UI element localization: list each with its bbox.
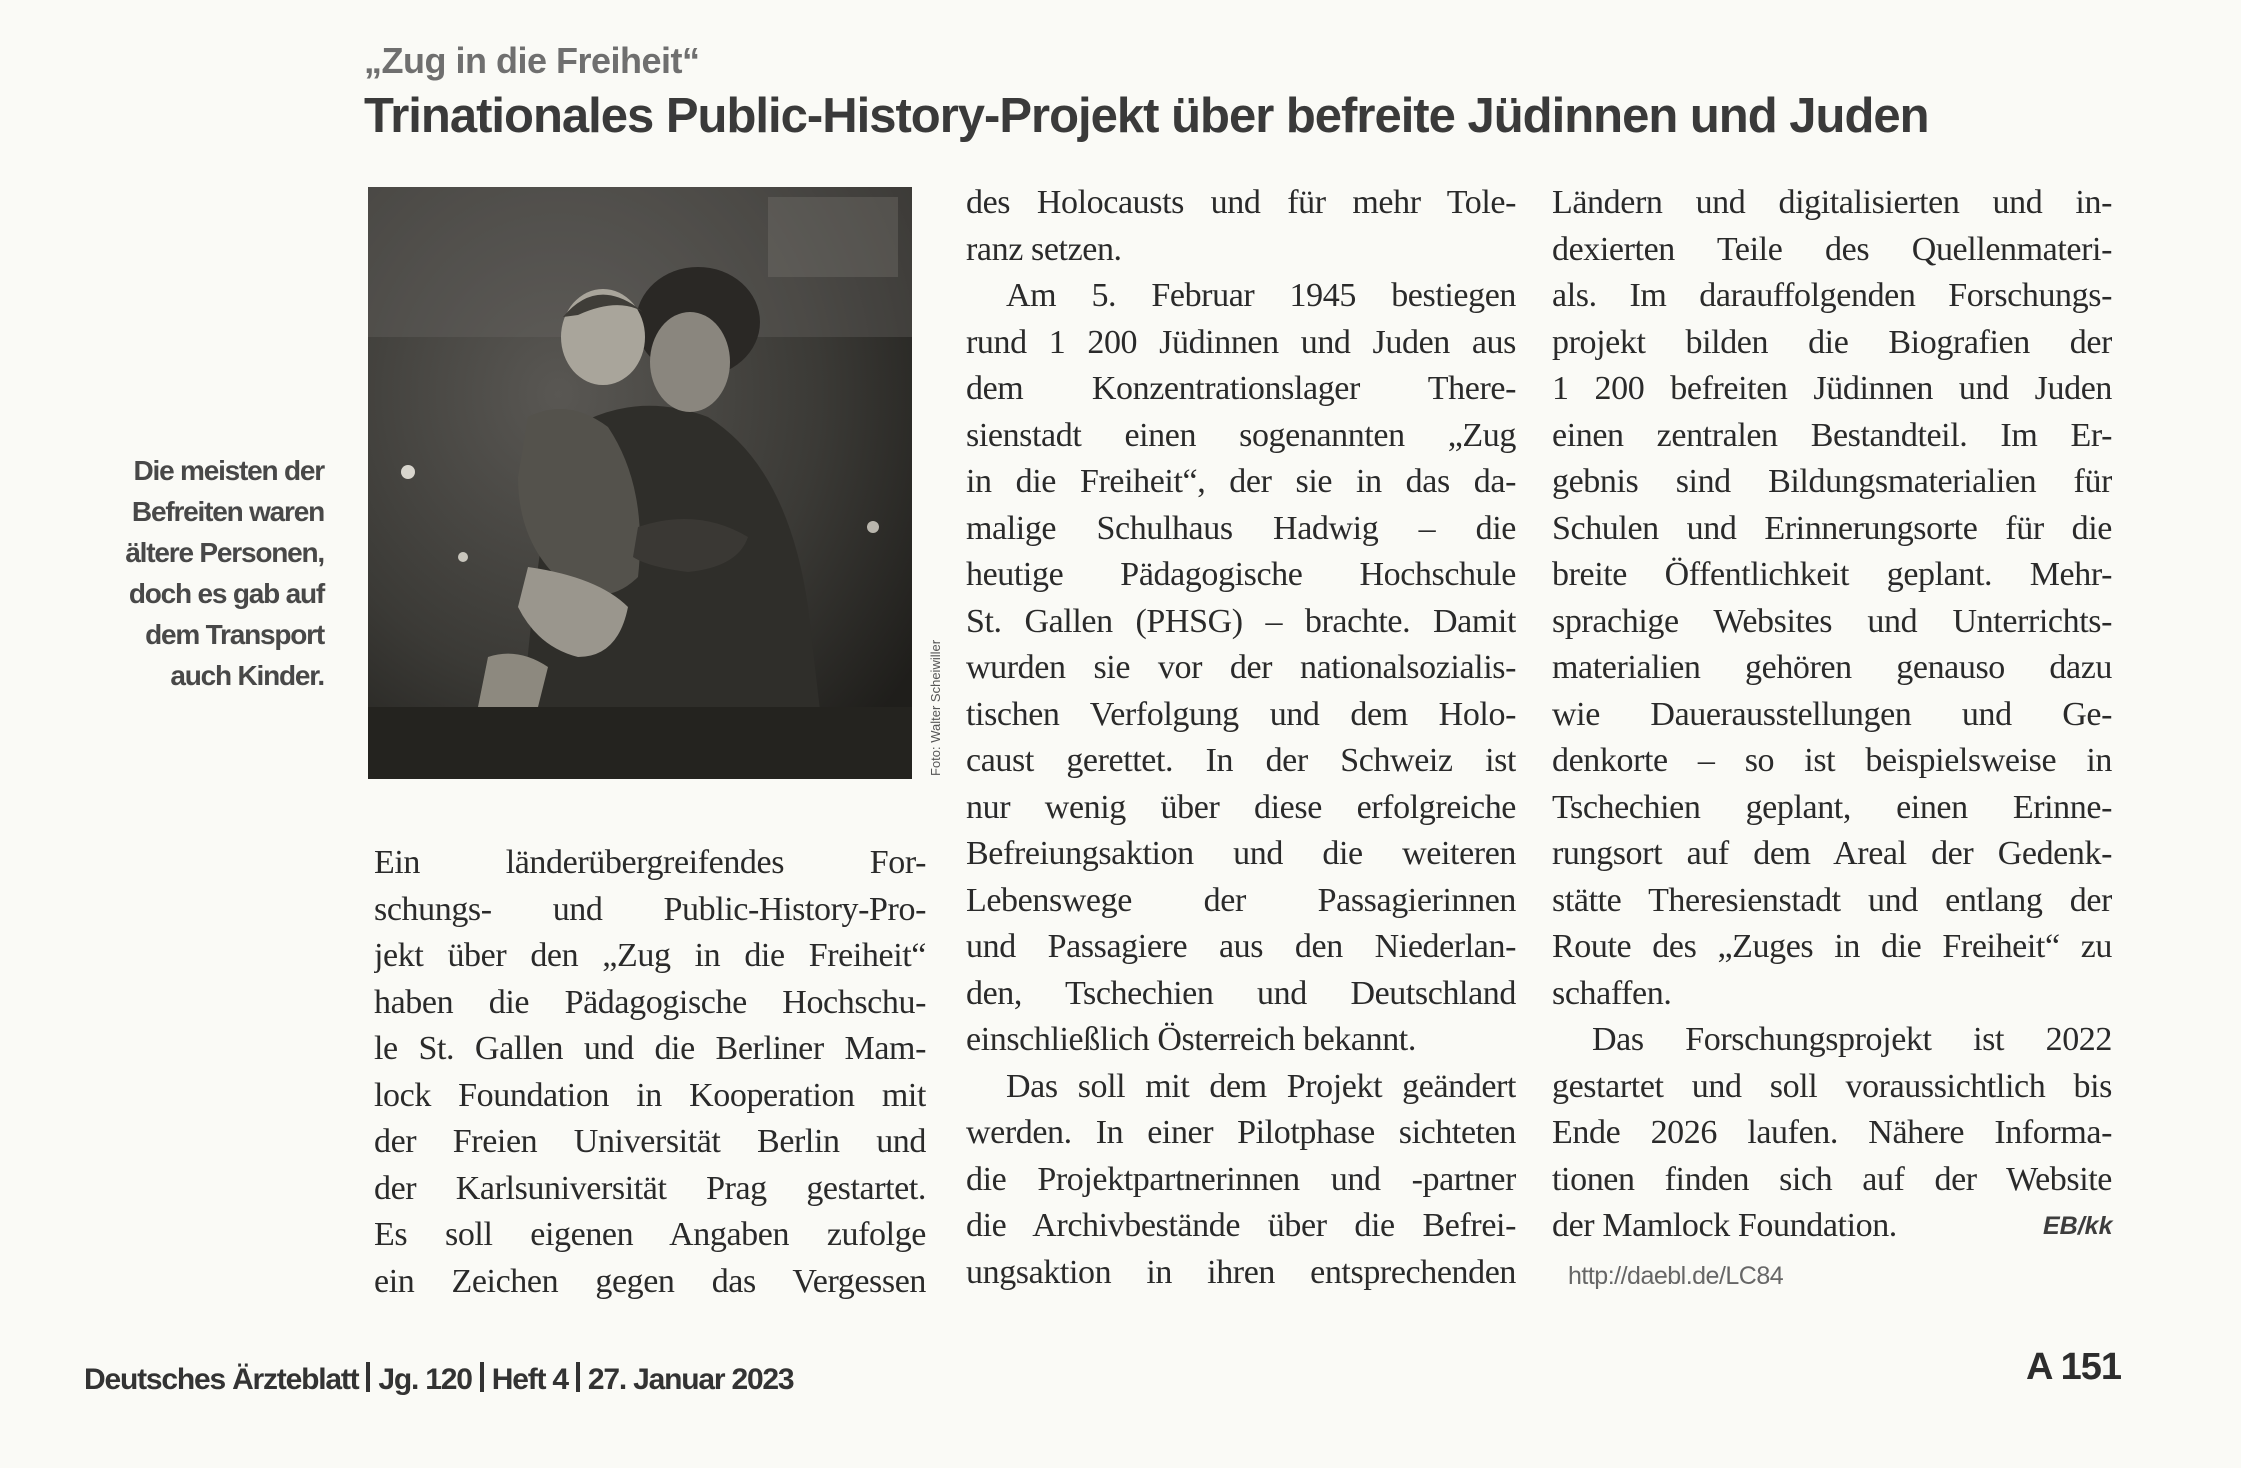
text-line: lock Foundation in Kooperation mit [374, 1076, 926, 1114]
article-photo [368, 187, 912, 779]
text-line: Schulen und Erinnerungsorte für die [1552, 509, 2112, 547]
volume: Jg. 120 [378, 1363, 472, 1396]
text-line: der Freien Universität Berlin und [374, 1123, 926, 1160]
text-line: Am 5. Februar 1945 bestiegen [1006, 277, 1516, 314]
photo-woman-with-child [368, 187, 912, 779]
text-line: sienstadt einen sogenannten „Zug [966, 416, 1516, 454]
author-signature: EB/kk [2043, 1212, 2113, 1240]
text-line: gebnis sind Bildungsmaterialien für [1552, 463, 2112, 500]
text-line: dem Konzentrationslager There- [966, 370, 1516, 407]
caption-line: auch Kinder. [170, 660, 324, 691]
text-line: einen zentralen Bestandteil. Im Er- [1552, 416, 2112, 454]
article-headline: Trinationales Public-History-Projekt über befreite Jüdinnen und Juden [364, 89, 1929, 143]
text-line: ungsaktion in ihren entsprechenden [966, 1253, 1516, 1291]
text-line: wurden sie vor der nationalsozialis- [966, 649, 1516, 686]
text-line: le St. Gallen und die Berliner Mam- [374, 1030, 926, 1067]
text-line: tischen Verfolgung und dem Holo- [966, 695, 1516, 733]
footer-separator [366, 1362, 370, 1392]
text-line: die Archivbestände über die Befrei- [966, 1207, 1516, 1244]
footer-separator [480, 1362, 484, 1392]
text-line: der Mamlock Foundation. [1552, 1207, 1897, 1244]
caption-line: dem Transport [145, 619, 324, 650]
text-line: breite Öffentlichkeit geplant. Mehr- [1552, 556, 2112, 593]
text-line: nur wenig über diese erfolgreiche [966, 788, 1516, 826]
text-line: Es soll eigenen Angaben zufolge [374, 1216, 926, 1253]
caption-line: doch es gab auf [128, 578, 324, 609]
text-line: die Projektpartnerinnen und -partner [966, 1160, 1516, 1198]
text-line: wie Dauerausstellungen und Ge- [1552, 695, 2112, 733]
text-line: sprachige Websites und Unterrichts- [1552, 602, 2112, 640]
text-line: denkorte – so ist beispielsweise in [1552, 742, 2112, 779]
page-footer [84, 1362, 793, 1397]
text-line: haben die Pädagogische Hochschu- [374, 983, 926, 1021]
text-line: Ländern und digitalisierten und in- [1552, 184, 2112, 221]
text-line: rund 1 200 Jüdinnen und Juden aus [966, 323, 1516, 361]
text-line: heutige Pädagogische Hochschule [966, 556, 1516, 593]
article-column-1 [374, 840, 926, 1305]
photo-credit: Foto: Walter Scheiwiller [928, 639, 943, 776]
text-line: werden. In einer Pilotphase sichteten [966, 1114, 1516, 1151]
text-line: in die Freiheit“, der sie in das da- [966, 463, 1516, 500]
photo-caption [60, 450, 324, 696]
text-line: materialien gehören genauso dazu [1552, 649, 2112, 686]
text-line: der Karlsuniversität Prag gestartet. [374, 1169, 926, 1207]
text-line: schungs- und Public-History-Pro- [374, 890, 926, 928]
article-column-3 [1552, 180, 2112, 1250]
text-line: gestartet und soll voraussichtlich bis [1552, 1067, 2112, 1105]
text-line: stätte Theresienstadt und entlang der [1552, 881, 2112, 919]
page-number: A 151 [2026, 1346, 2121, 1388]
text-line: ein Zeichen gegen das Vergessen [374, 1262, 926, 1300]
caption-line: ältere Personen, [125, 537, 324, 568]
text-line: Ein länderübergreifendes For- [374, 844, 926, 881]
text-line: Lebenswege der Passagierinnen [966, 881, 1516, 919]
text-line: malige Schulhaus Hadwig – die [966, 509, 1516, 547]
text-line: St. Gallen (PHSG) – brachte. Damit [966, 602, 1516, 640]
text-line: Das soll mit dem Projekt geändert [1006, 1067, 1516, 1105]
text-line: caust gerettet. In der Schweiz ist [966, 742, 1516, 779]
article-link[interactable]: http://daebl.de/LC84 [1568, 1262, 1784, 1290]
publication-name: Deutsches Ärzteblatt [84, 1363, 359, 1396]
text-line: tionen finden sich auf der Website [1552, 1160, 2112, 1198]
footer-separator [576, 1362, 580, 1392]
text-line: Befreiungsaktion und die weiteren [966, 835, 1516, 872]
article-kicker: „Zug in die Freiheit“ [364, 40, 700, 81]
text-line: 1 200 befreiten Jüdinnen und Juden [1552, 370, 2112, 407]
text-line: jekt über den „Zug in die Freiheit“ [374, 937, 926, 974]
issue: Heft 4 [491, 1363, 568, 1396]
text-line: rungsort auf dem Areal der Gedenk- [1552, 835, 2112, 872]
issue-date: 27. Januar 2023 [587, 1363, 794, 1396]
text-line: und Passagiere aus den Niederlan- [966, 928, 1516, 965]
text-line: ranz setzen. [966, 230, 1122, 268]
text-line: Tschechien geplant, einen Erinne- [1552, 788, 2112, 826]
caption-line: Befreiten waren [131, 496, 324, 527]
text-line: des Holocausts und für mehr Tole- [966, 184, 1516, 221]
text-line: Das Forschungsprojekt ist 2022 [1592, 1021, 2112, 1058]
caption-line: Die meisten der [133, 455, 324, 486]
text-line: Ende 2026 laufen. Nähere Informa- [1552, 1114, 2112, 1151]
text-line: den, Tschechien und Deutschland [966, 974, 1516, 1012]
text-line: projekt bilden die Biografien der [1552, 323, 2112, 361]
text-line: Route des „Zuges in die Freiheit“ zu [1552, 928, 2112, 965]
text-line: dexierten Teile des Quellenmateri- [1552, 230, 2112, 268]
text-line: schaffen. [1552, 974, 1672, 1012]
text-line: einschließlich Österreich bekannt. [966, 1021, 1416, 1058]
article-column-2 [966, 180, 1516, 1296]
text-line: als. Im darauffolgenden Forschungs- [1552, 277, 2112, 314]
